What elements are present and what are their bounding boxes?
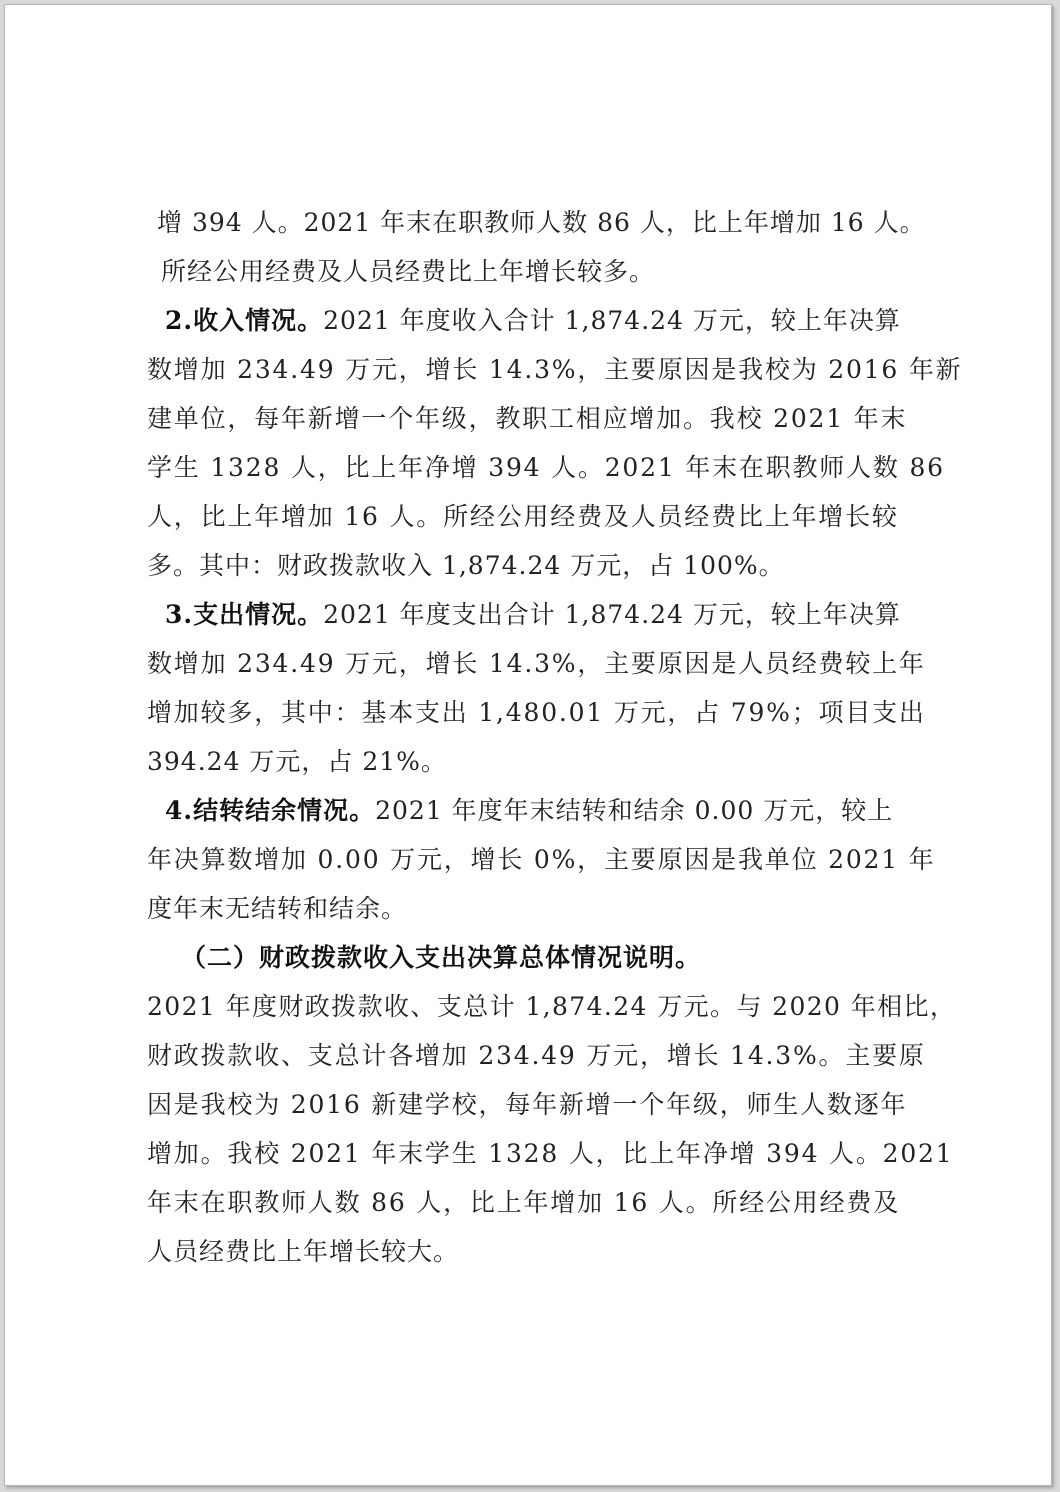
text-line: 数增加 234.49 万元，增长 14.3%，主要原因是我校为 2016 年新 xyxy=(147,355,963,384)
text-line: 增加较多，其中：基本支出 1,480.01 万元，占 79%；项目支出 xyxy=(147,698,926,727)
section-heading: （二）财政拨款收入支出决算总体情况说明。 xyxy=(181,943,702,972)
text-line: 学生 1328 人，比上年净增 394 人。2021 年末在职教师人数 86 xyxy=(147,453,945,482)
balance-heading: 4.结转结余情况。 xyxy=(165,796,376,825)
text-line: 年决算数增加 0.00 万元，增长 0%，主要原因是我单位 2021 年 xyxy=(147,845,936,874)
text-line: 394.24 万元，占 21%。 xyxy=(147,747,447,776)
text-line: 人，比上年增加 16 人。所经公用经费及人员经费比上年增长较 xyxy=(147,502,899,531)
text-line: 多。其中：财政拨款收入 1,874.24 万元，占 100%。 xyxy=(147,551,785,580)
income-paragraph-first-line xyxy=(147,296,937,345)
text-run: 2021 年度收入合计 1,874.24 万元，较上年决算 xyxy=(323,306,901,335)
text-line: 度年末无结转和结余。 xyxy=(147,894,408,923)
text-line: 人员经费比上年增长较大。 xyxy=(147,1237,460,1266)
text-line: 增 394 人。2021 年末在职教师人数 86 人，比上年增加 16 人。 xyxy=(157,208,926,237)
text-line: 年末在职教师人数 86 人，比上年增加 16 人。所经公用经费及 xyxy=(147,1188,901,1217)
balance-paragraph-first-line xyxy=(147,786,937,835)
document-body xyxy=(147,198,963,1276)
expense-paragraph-first-line xyxy=(147,590,937,639)
text-line: 建单位，每年新增一个年级，教职工相应增加。我校 2021 年末 xyxy=(147,404,908,433)
text-line: 数增加 234.49 万元，增长 14.3%，主要原因是人员经费较上年 xyxy=(147,649,926,678)
text-line: 因是我校为 2016 新建学校，每年新增一个年级，师生人数逐年 xyxy=(147,1090,908,1119)
text-line: 增加。我校 2021 年末学生 1328 人，比上年净增 394 人。2021 xyxy=(147,1139,954,1168)
text-run: 2021 年度年末结转和结余 0.00 万元，较上 xyxy=(375,796,894,825)
text-line: 2021 年度财政拨款收、支总计 1,874.24 万元。与 2020 年相比， xyxy=(147,992,957,1021)
text-run: 2021 年度支出合计 1,874.24 万元，较上年决算 xyxy=(323,600,901,629)
text-line: 财政拨款收、支总计各增加 234.49 万元，增长 14.3%。主要原 xyxy=(147,1041,926,1070)
income-heading: 2.收入情况。 xyxy=(165,306,324,335)
document-page xyxy=(4,4,1052,1486)
expense-heading: 3.支出情况。 xyxy=(165,600,324,629)
text-line: 所经公用经费及人员经费比上年增长较多。 xyxy=(161,257,656,286)
